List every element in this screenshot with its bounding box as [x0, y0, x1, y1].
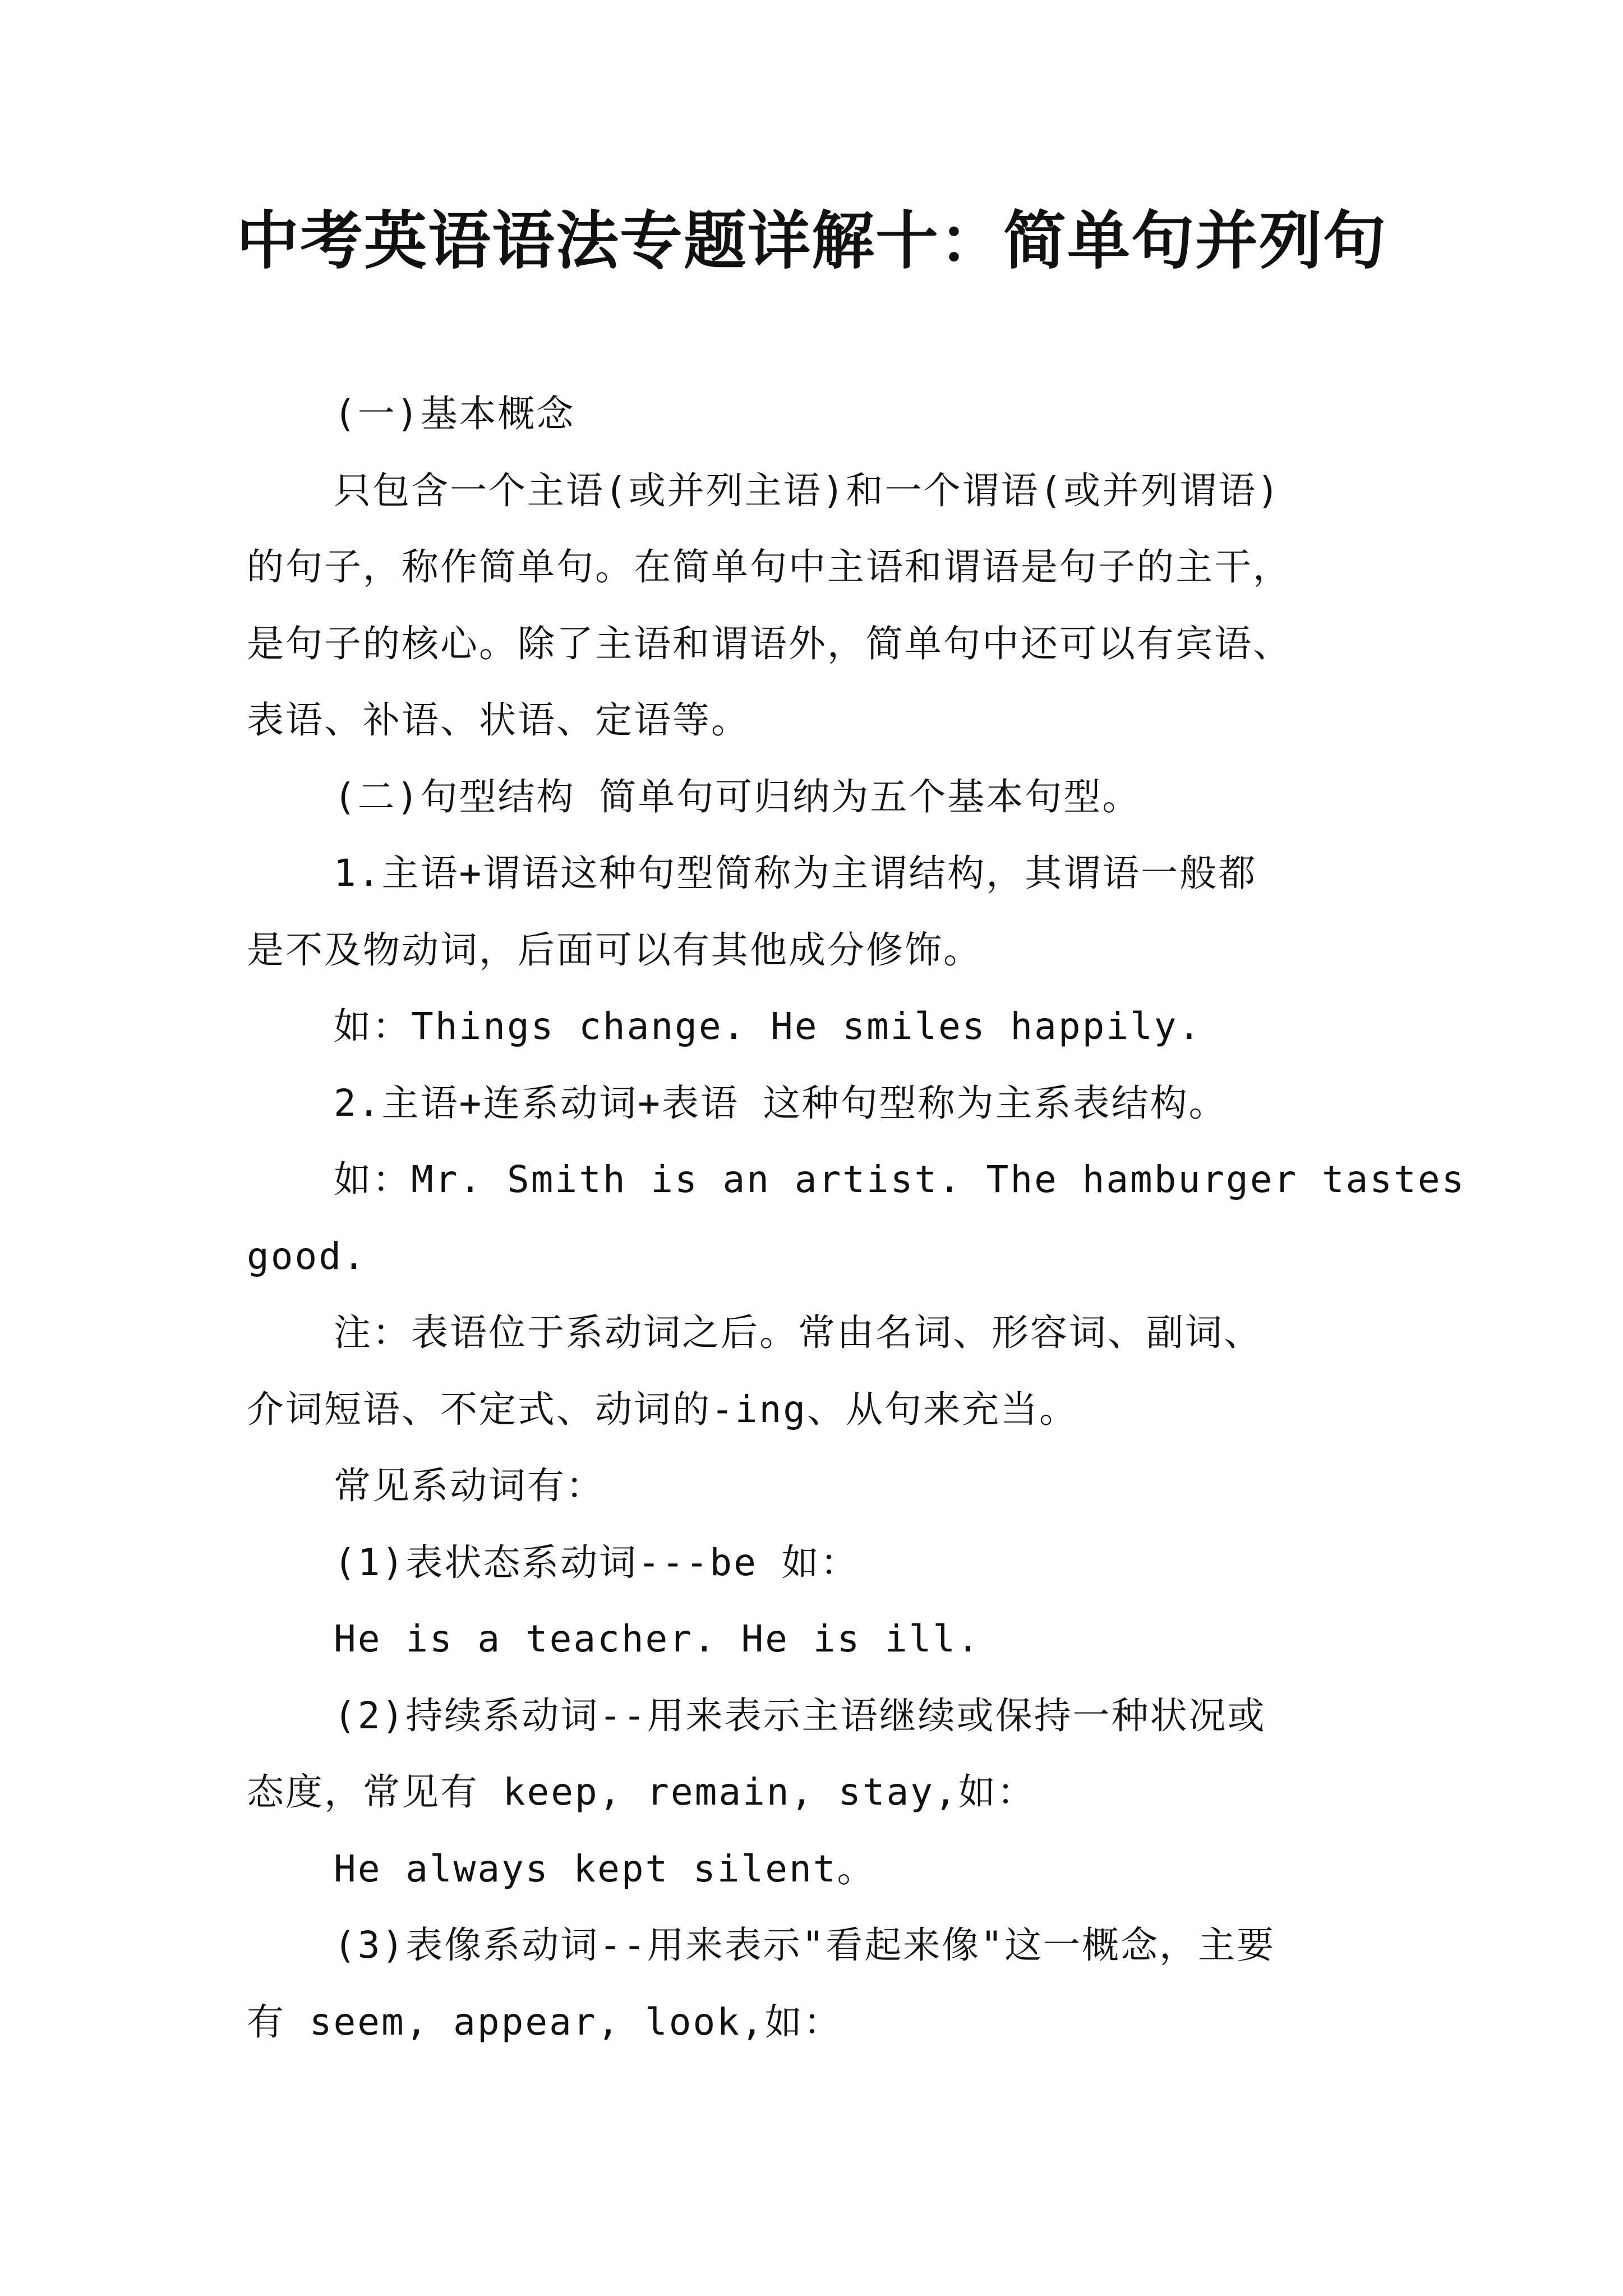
paragraph-line: 2.主语+连系动词+表语 这种句型称为主系表结构。 — [334, 1081, 1228, 1125]
paragraph-line: 是句子的核心。除了主语和谓语外，简单句中还可以有宾语、 — [247, 622, 1292, 665]
paragraph-line: (2)持续系动词--用来表示主语继续或保持一种状况或 — [334, 1694, 1266, 1737]
paragraph-line: 1.主语+谓语这种句型简称为主谓结构，其谓语一般都 — [334, 852, 1257, 895]
paragraph-line: 是不及物动词，后面可以有其他成分修饰。 — [247, 928, 982, 972]
paragraph-line: 有 seem, appear, look,如： — [247, 2000, 842, 2044]
paragraph-line: good. — [247, 1234, 367, 1278]
paragraph-line: 如：Mr. Smith is an artist. The hamburger tastes — [334, 1158, 1466, 1201]
paragraph-line: 表语、补语、状语、定语等。 — [247, 698, 750, 742]
paragraph-line: 态度，常见有 keep, remain, stay,如： — [247, 1770, 1036, 1814]
paragraph-line: (3)表像系动词--用来表示"看起来像"这一概念，主要 — [334, 1924, 1276, 1967]
paragraph-line: He is a teacher. He is ill. — [334, 1617, 981, 1660]
paragraph-line: 注：表语位于系动词之后。常由名词、形容词、副词、 — [334, 1311, 1262, 1354]
paragraph-line: 如：Things change. He smiles happily. — [334, 1005, 1202, 1048]
document-body — [247, 376, 1466, 2060]
paragraph-line: 的句子，称作简单句。在简单句中主语和谓语是句子的主干， — [247, 545, 1292, 588]
paragraph-line: He always kept silent。 — [334, 1847, 876, 1890]
paragraph-line: (一)基本概念 — [334, 392, 575, 435]
paragraph-line: 常见系动词有： — [334, 1464, 605, 1507]
paragraph-line: (二)句型结构 简单句可归纳为五个基本句型。 — [334, 775, 1141, 818]
paragraph-line: (1)表状态系动词---be 如： — [334, 1540, 859, 1584]
document-title: 中考英语语法专题详解十：简单句并列句 — [236, 204, 1387, 278]
paragraph-line: 只包含一个主语(或并列主语)和一个谓语(或并列谓语) — [334, 468, 1281, 512]
paragraph-line: 介词短语、不定式、动词的-ing、从句来充当。 — [247, 1387, 1078, 1431]
